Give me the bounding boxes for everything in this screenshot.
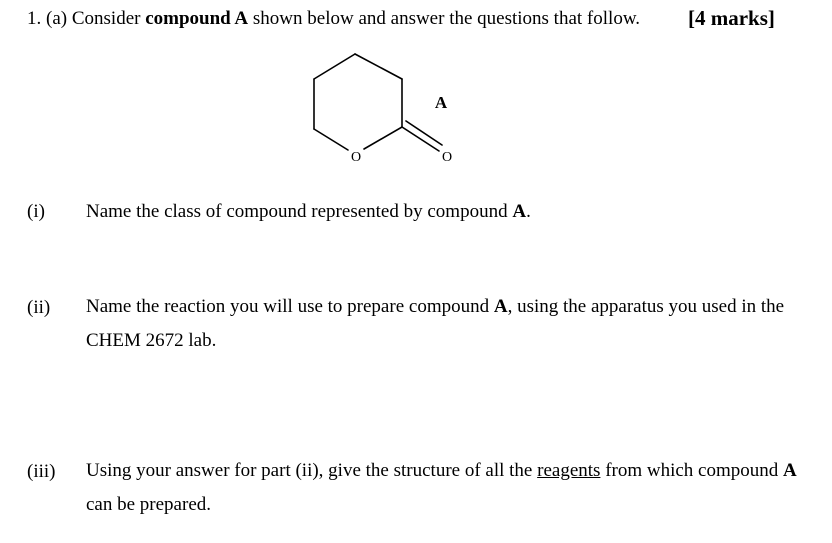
ring-bond bbox=[355, 54, 402, 79]
question-number: 1. (a) bbox=[27, 8, 68, 29]
part-i-text-1: Name the class of compound represented by compound bbox=[86, 201, 508, 222]
intro-text-after: shown below and answer the questions that follow. bbox=[252, 8, 641, 29]
part-ii-text-1: Name the reaction you will use to prepare compound bbox=[86, 296, 490, 317]
ring-bond bbox=[314, 129, 348, 150]
compound-label: A bbox=[434, 93, 448, 112]
part-iii-text bbox=[86, 454, 806, 522]
part-iii-label: (iii) bbox=[27, 461, 56, 482]
part-iii-text-2: from which compound bbox=[605, 460, 779, 481]
part-ii-text-2: , using the apparatus you used in the CHEM 2672 lab. bbox=[86, 296, 785, 351]
part-ii-text bbox=[86, 290, 806, 358]
part-i-text bbox=[86, 195, 806, 229]
intro-text-before: Consider bbox=[71, 8, 141, 29]
intro-compound-bold: compound A bbox=[145, 8, 249, 29]
part-iii-text-3: can be prepared. bbox=[86, 494, 212, 515]
part-ii-compound-bold: A bbox=[493, 296, 508, 317]
ring-oxygen-label: O bbox=[350, 150, 362, 165]
part-iii-compound-bold: A bbox=[783, 460, 797, 481]
part-ii-label: (ii) bbox=[27, 297, 51, 318]
part-iii-reagents-underlined: reagents bbox=[537, 460, 601, 481]
compound-a-structure bbox=[300, 40, 470, 170]
part-i-compound-bold: A bbox=[512, 201, 527, 222]
lactone-ring bbox=[314, 54, 442, 151]
carbonyl-oxygen-label: O bbox=[441, 150, 453, 165]
part-iii-text-1: Using your answer for part (ii), give the structure of all the bbox=[86, 460, 533, 481]
part-i-label: (i) bbox=[27, 201, 45, 222]
question-heading bbox=[27, 8, 640, 30]
ring-bond bbox=[364, 127, 402, 149]
part-i-text-2: . bbox=[526, 201, 531, 222]
ring-bond bbox=[314, 54, 355, 79]
marks-label: [4 marks] bbox=[688, 6, 775, 30]
